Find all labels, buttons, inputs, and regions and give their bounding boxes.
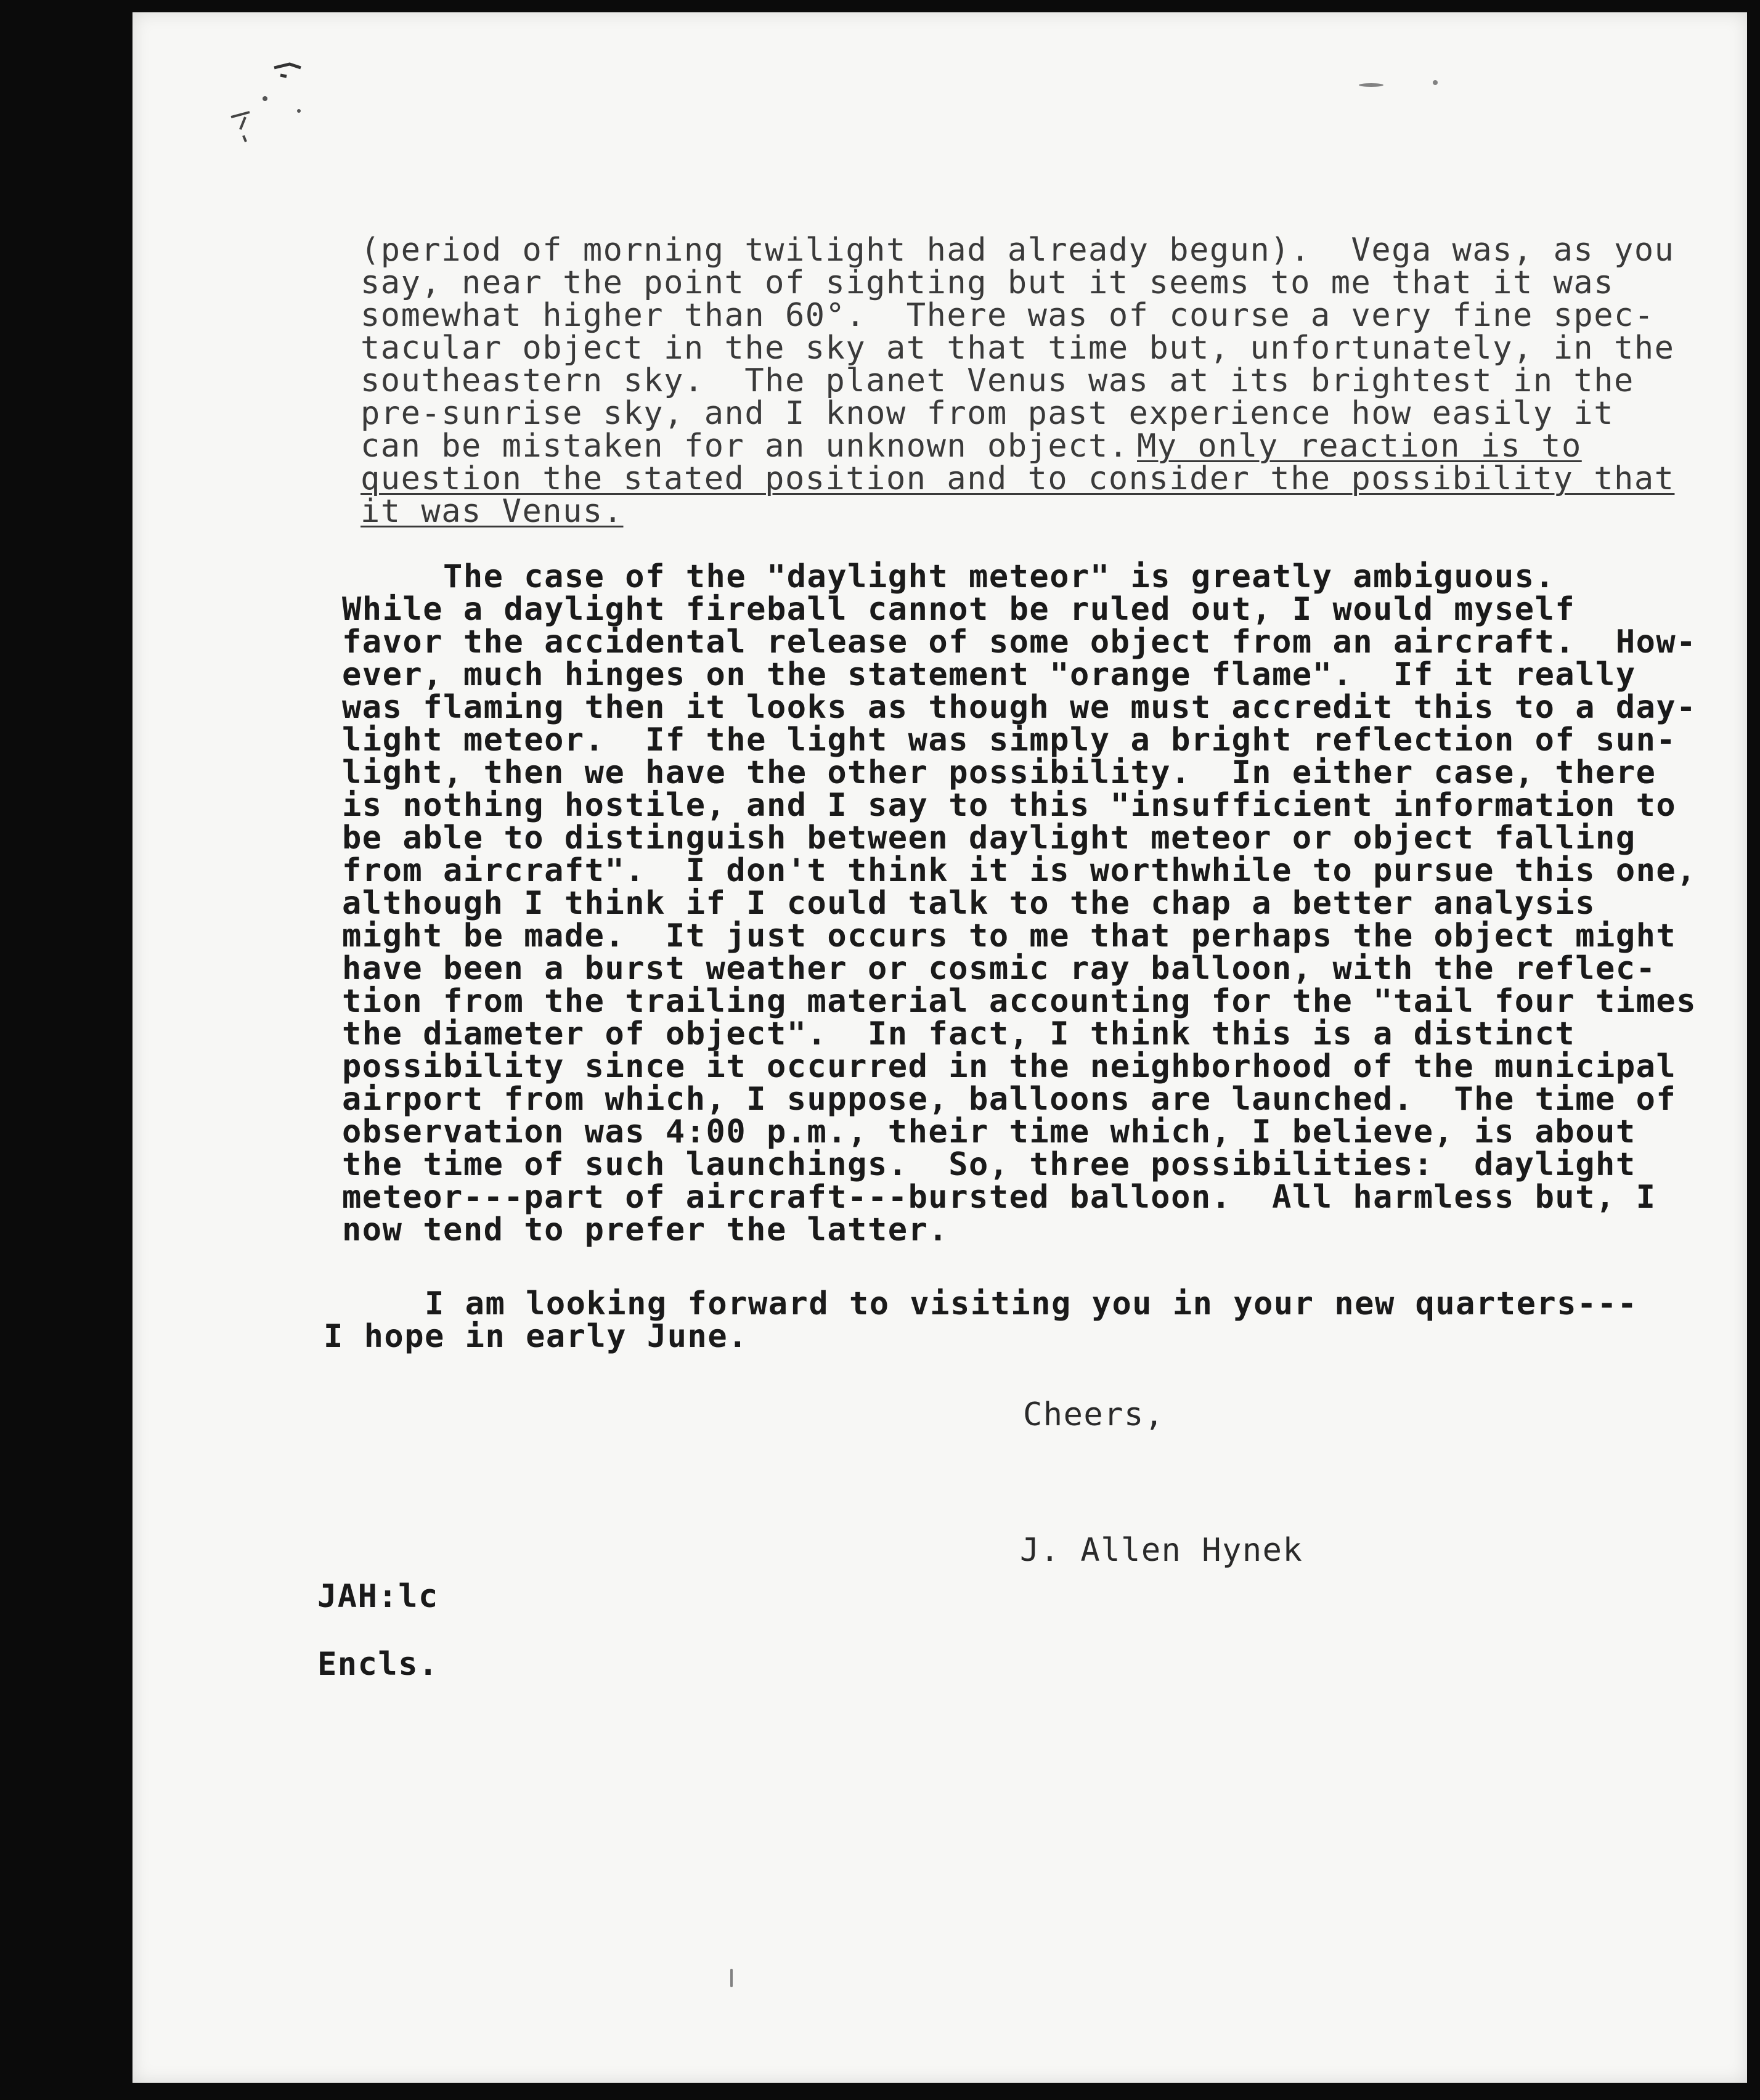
paragraph2-line: observation was 4:00 p.m., their time which, I believe, is about — [342, 1113, 1636, 1150]
signature: J. Allen Hynek — [1020, 1532, 1303, 1569]
letter-body — [132, 12, 1747, 2083]
paragraph2-line: The case of the "daylight meteor" is greatly ambiguous. — [342, 558, 1555, 595]
paragraph2-line: from aircraft". I don't think it is worthwhile to pursue this one, — [342, 852, 1697, 889]
underlined-remark: question the stated position and to consider the possibility that — [361, 460, 1675, 497]
paragraph3-line: I am looking forward to visiting you in your new quarters--- — [324, 1285, 1638, 1322]
paragraph2-line: be able to distinguish between daylight meteor or object falling — [342, 820, 1636, 857]
paragraph2-line: airport from which, I suppose, balloons are launched. The time of — [342, 1081, 1677, 1118]
underlined-remark: it was Venus. — [361, 493, 624, 530]
closing: Cheers, — [1023, 1396, 1165, 1433]
paragraph1-line: tacular object in the sky at that time but, unfortunately, in the — [361, 330, 1675, 367]
paragraph3-line: I hope in early June. — [324, 1318, 748, 1355]
paragraph2-line: light, then we have the other possibility. In either case, there — [342, 754, 1656, 791]
paragraph2-line: the diameter of object". In fact, I think this is a distinct — [342, 1015, 1576, 1052]
paragraph1-line: (period of morning twilight had already begun). Vega was, as you — [361, 232, 1675, 269]
paragraph2-line: favor the accidental release of some object from an aircraft. How- — [342, 624, 1697, 661]
paragraph2-line: now tend to prefer the latter. — [342, 1211, 949, 1248]
paragraph2-line: ever, much hinges on the statement "orange flame". If it really — [342, 656, 1636, 693]
paragraph2-line: While a daylight fireball cannot be ruled out, I would myself — [342, 591, 1576, 628]
paragraph2-line: meteor---part of aircraft---bursted balloon. All harmless but, I — [342, 1179, 1656, 1216]
paragraph1-line: can be mistaken for an unknown object. — [361, 428, 1129, 465]
paragraph2-line: the time of such launchings. So, three possibilities: daylight — [342, 1146, 1636, 1183]
letter-page — [132, 12, 1747, 2083]
paragraph2-line: tion from the trailing material accounting for the "tail four times — [342, 983, 1697, 1020]
paragraph2-line: light meteor. If the light was simply a bright reflection of sun- — [342, 722, 1677, 759]
paragraph1-line: say, near the point of sighting but it seems to me that it was — [361, 264, 1615, 301]
paragraph2-line: was flaming then it looks as though we must accredit this to a day- — [342, 689, 1697, 726]
typist-initials: JAH:lc — [317, 1578, 439, 1615]
enclosures-note: Encls. — [317, 1646, 439, 1683]
smudge-mark — [730, 1969, 733, 1987]
paragraph1-line: southeastern sky. The planet Venus was at its brightest in the — [361, 362, 1634, 399]
paragraph2-line: have been a burst weather or cosmic ray balloon, with the reflec- — [342, 950, 1656, 987]
paragraph2-line: possibility since it occurred in the neighborhood of the municipal — [342, 1048, 1677, 1085]
paragraph2-line: is nothing hostile, and I say to this "insufficient information to — [342, 787, 1677, 824]
paragraph2-line: although I think if I could talk to the chap a better analysis — [342, 885, 1596, 922]
paragraph2-line: might be made. It just occurs to me that perhaps the object might — [342, 918, 1677, 954]
paragraph1-line: somewhat higher than 60°. There was of course a very fine spec- — [361, 297, 1655, 334]
underlined-remark: My only reaction is to — [1137, 428, 1582, 465]
paragraph1-line: pre-sunrise sky, and I know from past experience how easily it — [361, 395, 1615, 432]
